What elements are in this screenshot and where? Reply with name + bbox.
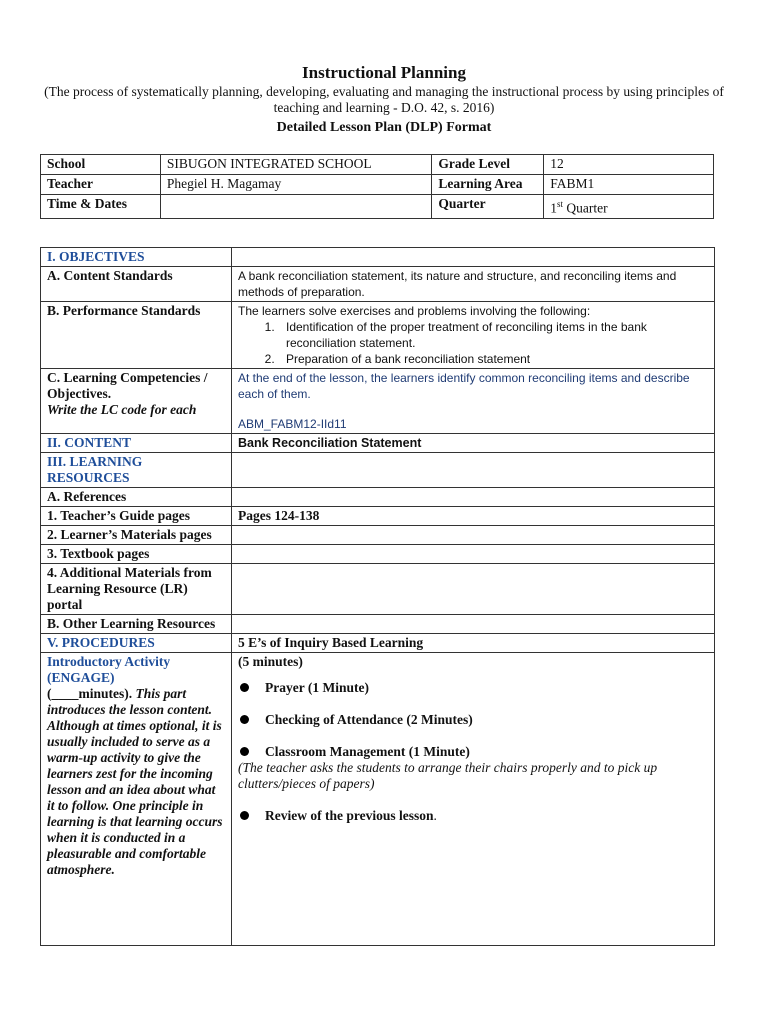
table-row — [41, 453, 715, 488]
quarter-label: Quarter — [432, 195, 544, 219]
page-subtitle: (The process of systematically planning, developing, evaluating and managing the instructional process by using principles of teaching and learning - D.O. 42, s. 2016) — [44, 84, 724, 115]
bullet-text: Classroom Management (1 Minute) — [265, 744, 470, 759]
time-label: Time & Dates — [41, 195, 161, 219]
quarter-number: 1 — [550, 200, 558, 216]
teachers-guide-value: Pages 124-138 — [232, 507, 715, 526]
area-value: FABM1 — [544, 175, 714, 195]
procedures-heading: V. PROCEDURES — [41, 634, 232, 653]
five-minutes: (5 minutes) — [238, 654, 303, 669]
area-label: Learning Area — [432, 175, 544, 195]
list-item — [238, 680, 708, 696]
list-item — [238, 744, 708, 760]
list-item — [238, 808, 708, 824]
bullet-period: . — [433, 808, 437, 823]
table-row — [41, 634, 715, 653]
other-resources-label: B. Other Learning Resources — [41, 615, 232, 634]
intro-text: This part introduces the lesson content. Although at times optional, it is usually included to serve as a warm-up activity to give the learners zest for the incoming lesson and an idea about what it to follow. One principle in learning is that learning occurs when it is conducted in a pleasurable and comfortable atmosphere. — [47, 686, 223, 877]
table-row — [41, 155, 714, 175]
learning-competencies-value — [232, 369, 715, 434]
resources-heading: III. LEARNING RESOURCES — [41, 453, 232, 488]
list-item: 2. Preparation of a bank reconciliation statement — [278, 351, 708, 367]
content-value: Bank Reconciliation Statement — [232, 434, 715, 453]
teachers-guide-label: 1. Teacher’s Guide pages — [41, 507, 232, 526]
performance-standards-value — [232, 302, 715, 369]
lc-note: Write the LC code for each — [47, 402, 197, 417]
additional-materials-label: 4. Additional Materials from Learning Resource (LR) portal — [41, 564, 232, 615]
bullet-icon — [240, 747, 249, 756]
performance-list — [238, 319, 708, 367]
grade-value: 12 — [544, 155, 714, 175]
table-row — [41, 507, 715, 526]
table-row — [41, 653, 715, 946]
school-label: School — [41, 155, 161, 175]
learners-materials-label: 2. Learner’s Materials pages — [41, 526, 232, 545]
lc-label: C. Learning Competencies / Objectives. — [47, 370, 208, 401]
lesson-plan-table — [40, 247, 715, 946]
intro-title: Introductory Activity (ENGAGE) — [47, 654, 171, 685]
content-standards-value: A bank reconciliation statement, its nature and structure, and reconciling items and methods of preparation. — [232, 267, 715, 302]
table-row — [41, 564, 715, 615]
objectives-heading: I. OBJECTIVES — [41, 248, 232, 267]
bullet-text: Checking of Attendance (2 Minutes) — [265, 712, 473, 727]
table-row — [41, 248, 715, 267]
grade-label: Grade Level — [432, 155, 544, 175]
page-title: Instructional Planning — [302, 63, 466, 82]
performance-intro: The learners solve exercises and problems involving the following: — [238, 304, 591, 318]
table-row — [41, 267, 715, 302]
table-row — [41, 175, 714, 195]
bullet-icon — [240, 683, 249, 692]
teacher-value: Phegiel H. Magamay — [160, 175, 432, 195]
performance-standards-label: B. Performance Standards — [41, 302, 232, 369]
content-standards-label: A. Content Standards — [41, 267, 232, 302]
procedures-value: 5 E’s of Inquiry Based Learning — [232, 634, 715, 653]
bullet-icon — [240, 811, 249, 820]
content-heading: II. CONTENT — [41, 434, 232, 453]
table-row — [41, 545, 715, 564]
time-value — [160, 195, 432, 219]
bullet-text: Review of the previous lesson — [265, 808, 434, 823]
table-row — [41, 369, 715, 434]
intro-minutes: (____minutes). — [47, 686, 133, 701]
school-value: SIBUGON INTEGRATED SCHOOL — [160, 155, 432, 175]
learning-competencies-label — [41, 369, 232, 434]
info-table — [40, 154, 714, 219]
bullet-text: Prayer (1 Minute) — [265, 680, 369, 695]
table-row — [41, 526, 715, 545]
quarter-suffix: st — [557, 199, 564, 209]
format-title: Detailed Lesson Plan (DLP) Format — [276, 120, 492, 135]
list-item: 1. Identification of the proper treatment of reconciling items in the bank reconciliation statement. — [278, 319, 708, 351]
table-row — [41, 195, 714, 219]
intro-activity-content — [232, 653, 715, 946]
textbook-label: 3. Textbook pages — [41, 545, 232, 564]
quarter-value — [544, 195, 714, 219]
quarter-text: Quarter — [563, 200, 608, 216]
table-row — [41, 302, 715, 369]
table-row — [41, 488, 715, 507]
references-label: A. References — [41, 488, 232, 507]
teacher-label: Teacher — [41, 175, 161, 195]
lc-code: ABM_FABM12-IId11 — [238, 417, 347, 431]
bullet-icon — [240, 715, 249, 724]
lc-text: At the end of the lesson, the learners identify common reconciling items and describe each of them. — [238, 371, 690, 401]
list-item — [238, 712, 708, 728]
table-row — [41, 615, 715, 634]
table-row — [41, 434, 715, 453]
intro-activity-cell — [41, 653, 232, 946]
intro-description — [47, 686, 225, 878]
classroom-note: (The teacher asks the students to arrange their chairs properly and to pick up clutters/pieces of papers) — [238, 760, 658, 791]
